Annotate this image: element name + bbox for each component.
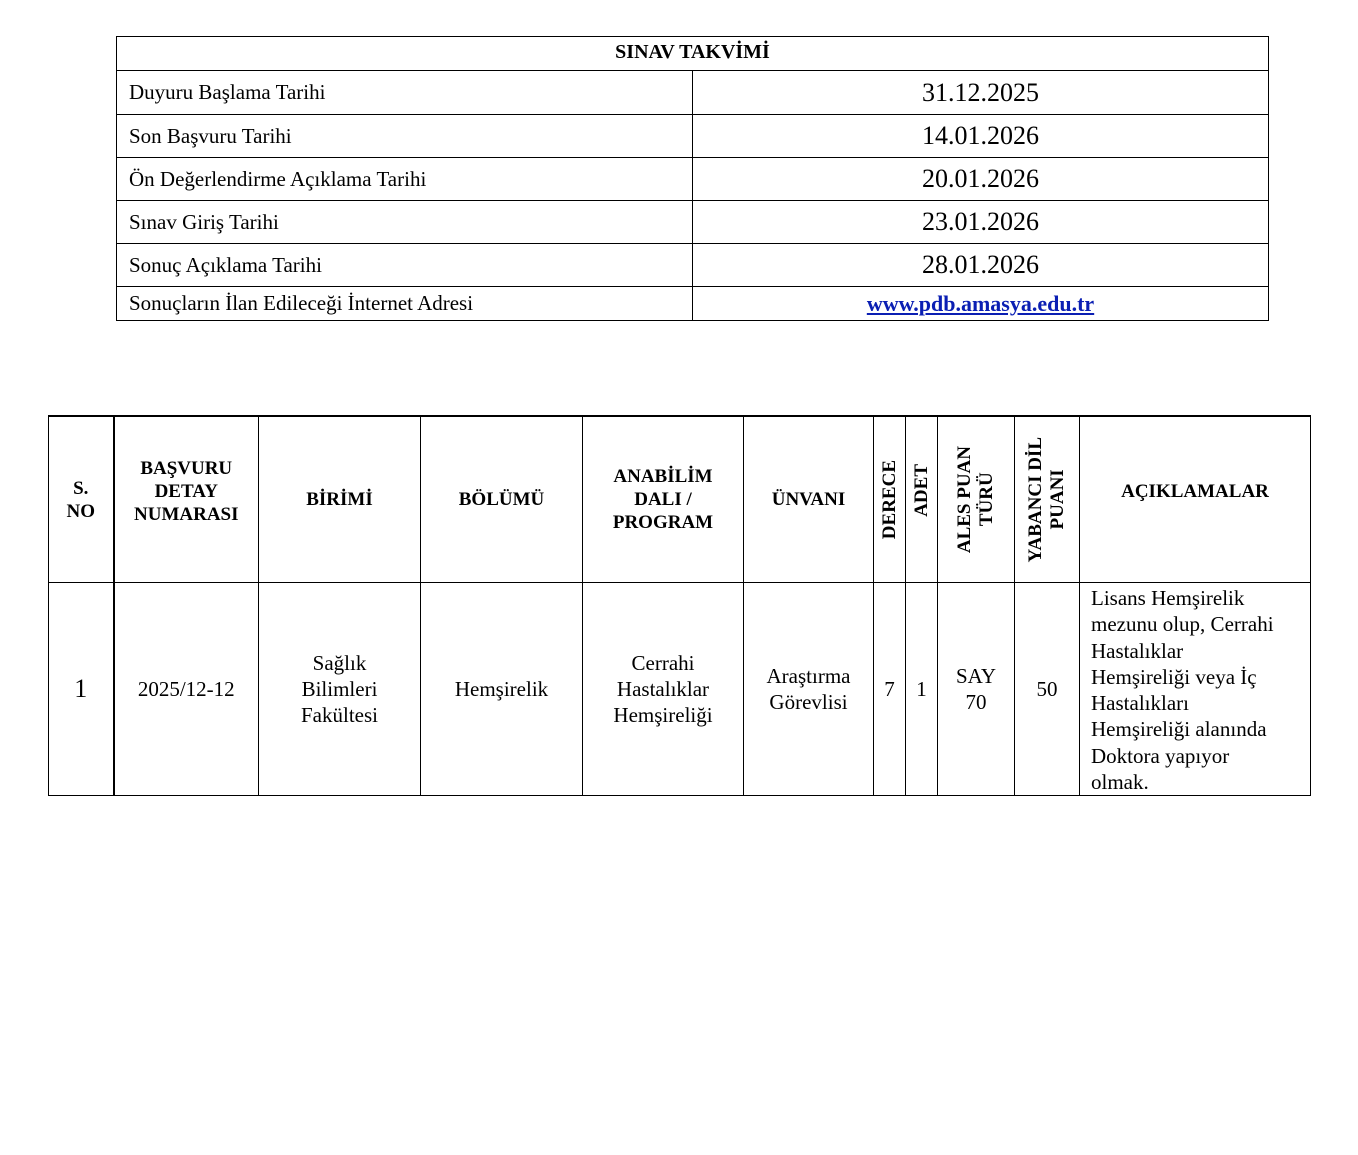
cell-title-line2: Görevlisi xyxy=(769,690,848,715)
cell-application-number: 2025/12-12 xyxy=(114,583,259,796)
cell-unit xyxy=(259,583,421,796)
table-row xyxy=(117,71,1269,115)
header-application-number-line2: DETAY xyxy=(154,481,218,502)
cell-unit-line2: Bilimleri xyxy=(301,677,378,702)
schedule-title: SINAV TAKVİMİ xyxy=(117,37,1269,71)
schedule-value-exam-entry: 23.01.2026 xyxy=(693,201,1269,244)
cell-ales-line2: 70 xyxy=(965,690,987,715)
schedule-value-result-announcement: 28.01.2026 xyxy=(693,244,1269,287)
cell-program xyxy=(583,583,744,796)
table-row xyxy=(117,244,1269,287)
results-website-link[interactable]: www.pdb.amasya.edu.tr xyxy=(866,290,1095,316)
cell-title-line1: Araştırma xyxy=(766,664,851,689)
cell-title xyxy=(744,583,874,796)
schedule-label-result-announcement: Sonuç Açıklama Tarihi xyxy=(117,244,693,287)
cell-notes-line: Doktora yapıyor xyxy=(1091,743,1230,768)
exam-schedule-table xyxy=(116,36,1269,321)
cell-unit-line3: Fakültesi xyxy=(301,703,378,728)
header-degree-text: DERECE xyxy=(878,459,900,540)
cell-quantity: 1 xyxy=(906,583,938,796)
header-degree xyxy=(874,416,906,583)
schedule-label-pre-evaluation: Ön Değerlendirme Açıklama Tarihi xyxy=(117,158,693,201)
schedule-value-announcement-start: 31.12.2025 xyxy=(693,71,1269,115)
header-ales-line2: TÜRÜ xyxy=(976,472,997,527)
header-sno-line2: NO xyxy=(66,500,95,522)
header-program-line2: DALI / xyxy=(634,489,692,510)
cell-unit-line1: Sağlık xyxy=(312,651,367,676)
table-row xyxy=(117,287,1269,321)
cell-notes-line: Hastalıklar xyxy=(1091,638,1184,663)
header-ales-type xyxy=(938,416,1015,583)
header-program-line3: PROGRAM xyxy=(612,512,714,533)
header-language-score xyxy=(1015,416,1080,583)
cell-program-line1: Cerrahi xyxy=(631,651,695,676)
schedule-value-pre-evaluation: 20.01.2026 xyxy=(693,158,1269,201)
cell-ales-type xyxy=(938,583,1015,796)
schedule-label-announcement-start: Duyuru Başlama Tarihi xyxy=(117,71,693,115)
header-program xyxy=(583,416,744,583)
cell-notes-line: olmak. xyxy=(1091,770,1149,795)
schedule-label-application-deadline: Son Başvuru Tarihi xyxy=(117,115,693,158)
header-quantity-text: ADET xyxy=(910,464,932,517)
header-department: BÖLÜMÜ xyxy=(421,416,583,583)
cell-notes-line: Lisans Hemşirelik xyxy=(1091,586,1245,610)
header-title: ÜNVANI xyxy=(744,416,874,583)
cell-sno-value: 1 xyxy=(74,673,88,703)
schedule-title-row xyxy=(117,37,1269,71)
cell-notes-line: Hastalıkları xyxy=(1091,691,1189,716)
cell-notes-line: Hemşireliği alanında xyxy=(1091,717,1267,742)
positions-table xyxy=(48,415,1311,796)
cell-program-line2: Hastalıklar xyxy=(616,677,710,702)
header-language-score-text xyxy=(1025,437,1069,562)
table-row xyxy=(117,115,1269,158)
header-ales-line1: ALES PUAN xyxy=(954,445,975,554)
header-ales-type-text xyxy=(954,446,998,553)
header-application-number xyxy=(114,416,259,583)
header-sno xyxy=(49,416,114,583)
schedule-label-results-website: Sonuçların İlan Edileceği İnternet Adresi xyxy=(117,287,693,321)
header-unit: BİRİMİ xyxy=(259,416,421,583)
header-notes: AÇIKLAMALAR xyxy=(1080,416,1311,583)
cell-notes-line: mezunu olup, Cerrahi xyxy=(1091,612,1274,637)
header-language-line2: PUANI xyxy=(1047,469,1068,530)
cell-sno xyxy=(49,583,114,796)
header-application-number-line1: BAŞVURU xyxy=(140,458,233,479)
cell-language-score: 50 xyxy=(1015,583,1080,796)
schedule-value-application-deadline: 14.01.2026 xyxy=(693,115,1269,158)
cell-notes xyxy=(1080,583,1311,796)
header-quantity xyxy=(906,416,938,583)
cell-department: Hemşirelik xyxy=(421,583,583,796)
table-row xyxy=(117,201,1269,244)
positions-header-row xyxy=(49,416,1311,583)
cell-ales-line1: SAY xyxy=(955,664,997,689)
header-program-line1: ANABİLİM xyxy=(613,466,713,487)
table-row xyxy=(117,158,1269,201)
schedule-value-results-website xyxy=(693,287,1269,321)
header-application-number-line3: NUMARASI xyxy=(134,504,239,525)
cell-notes-line: Hemşireliği veya İç xyxy=(1091,664,1257,689)
table-row xyxy=(49,583,1311,796)
header-sno-line1: S. xyxy=(73,477,89,499)
cell-degree: 7 xyxy=(874,583,906,796)
cell-program-line3: Hemşireliği xyxy=(613,703,713,728)
header-language-line1: YABANCI DİL xyxy=(1025,436,1046,563)
schedule-label-exam-entry: Sınav Giriş Tarihi xyxy=(117,201,693,244)
